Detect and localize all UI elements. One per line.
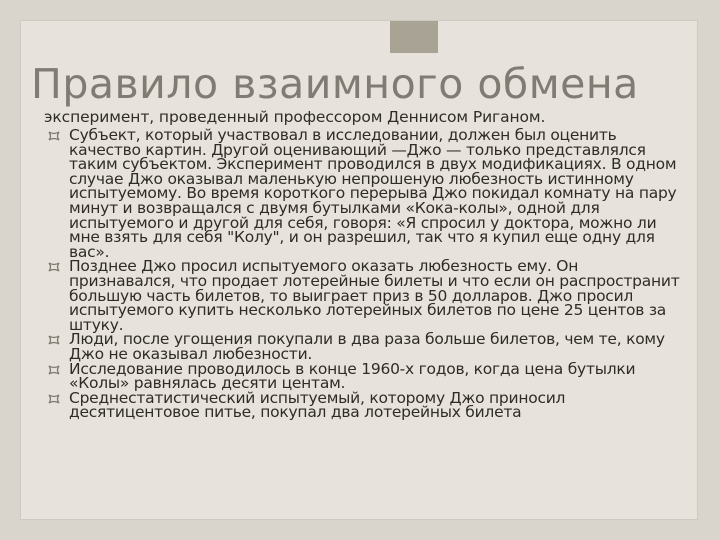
bullet-item (48, 332, 688, 361)
decorative-tab (390, 21, 438, 53)
bullet-item (48, 259, 688, 332)
bullet-list (48, 128, 688, 420)
bullet-text: Субъект, который участвовал в исследовании, должен был оценить качество картин. Другой оценивающий —Джо — только представлялся таким субъектом. Эксперимент проводился в двух модификациях. В одном случае Джо оказывал маленькую непрошеную любезность истинному испытуемому. Во время короткого перерыва Джо покидал комнату на пару минут и возвращался с двумя бутылками «Кока-колы», одной для испытуемого и другой для себя, говоря: «Я спросил у доктора, можно ли мне взять для себя "Колу", и он разрешил, так что я купил еще одну для вас». (69, 126, 677, 261)
bullet-item (48, 388, 688, 422)
bullet-text: Люди, после угощения покупали в два раза больше билетов, чем те, кому Джо не оказывал любезности. (69, 330, 665, 363)
bullet-text: Позднее Джо просил испытуемого оказать любезность ему. Он признавался, что продает лотерейные билеты и что если он распространит большую часть билетов, то выиграет приз в 50 долларов. Джо просил испытуемого купить несколько лотерейных билетов по цене 25 центов за штуку. (69, 257, 680, 334)
ornament-bullet-icon (48, 335, 60, 345)
ornament-bullet-icon (48, 131, 60, 141)
bullet-item (48, 128, 688, 259)
bullet-text: Среднестатистический испытуемый, которому Джо приносил десятицентовое питье, покупал два лотерейных билета (69, 388, 566, 422)
intro-text: эксперимент, проведенный профессором Деннисом Риганом. (44, 108, 546, 126)
ornament-bullet-icon (48, 365, 60, 375)
slide-title: Правило взаимного обмена (31, 60, 639, 108)
ornament-bullet-icon (48, 394, 60, 404)
bullet-item (48, 359, 688, 393)
bullet-text: Исследование проводилось в конце 1960-х годов, когда цена бутылки «Колы» равнялась десяти центам. (69, 359, 636, 393)
ornament-bullet-icon (48, 262, 60, 272)
